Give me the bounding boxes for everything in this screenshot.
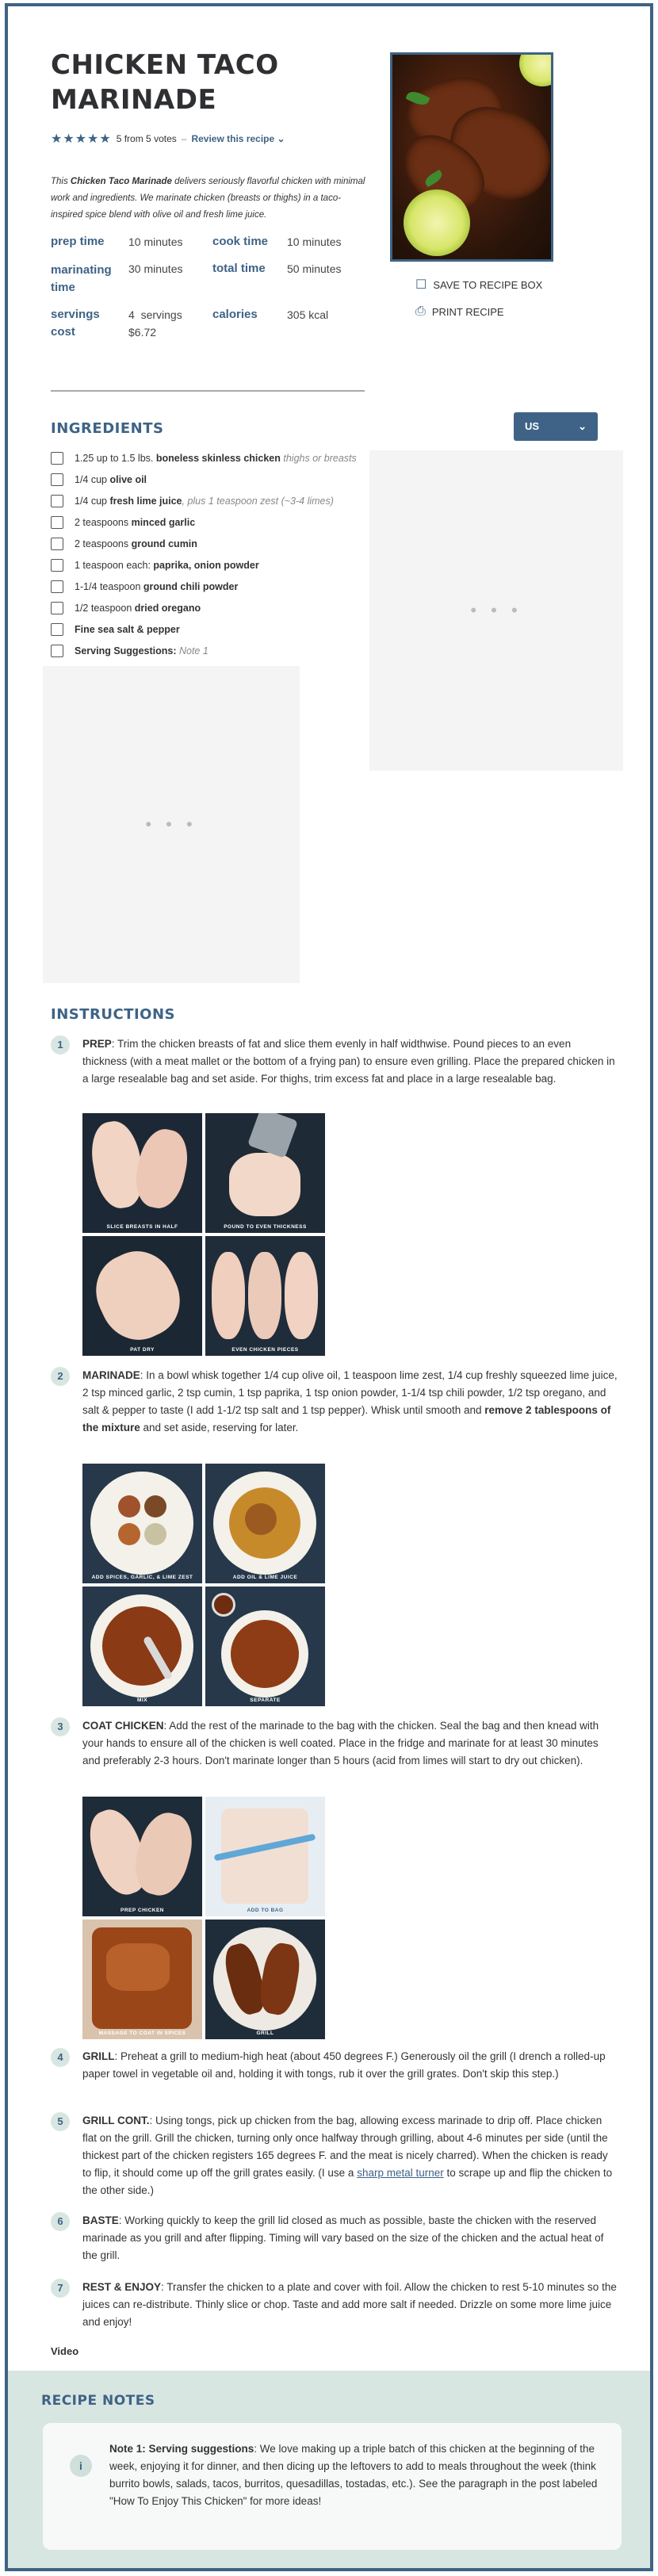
step-text bbox=[82, 2112, 618, 2199]
photo-caption: GRILL bbox=[256, 2031, 274, 2036]
step-2-photo-grid bbox=[82, 1464, 325, 1706]
step-number: 2 bbox=[51, 1367, 70, 1386]
rating-separator: – bbox=[181, 133, 187, 144]
ingredient-amount: 2 teaspoons bbox=[75, 517, 132, 528]
cost-label: cost bbox=[51, 325, 75, 339]
ingredient-name: olive oil bbox=[109, 474, 147, 485]
step-text bbox=[82, 1367, 618, 1437]
step-photo bbox=[82, 1587, 202, 1706]
step-lead: MARINADE bbox=[82, 1369, 140, 1381]
prep-time-value: 10 minutes bbox=[128, 235, 183, 248]
step-3-photo-grid bbox=[82, 1797, 325, 2039]
ingredient-item bbox=[51, 515, 195, 530]
note-lead: Note 1: Serving suggestions bbox=[109, 2443, 254, 2455]
photo-caption: ADD OIL & LIME JUICE bbox=[232, 1575, 298, 1580]
step-body: : Working quickly to keep the grill lid closed as much as possible, baste the chicken with the reserved marinade as you grill and after flipping. Timing will vary based on the size of the chicken and the actual heat of the grill. bbox=[82, 2214, 604, 2261]
ingredient-amount: 1/4 cup bbox=[75, 474, 110, 485]
ingredient-amount: 2 teaspoons bbox=[75, 538, 132, 549]
ingredient-checkbox[interactable] bbox=[51, 538, 63, 550]
step-text bbox=[82, 1035, 618, 1088]
ingredient-name: dried oregano bbox=[134, 603, 201, 614]
ingredient-checkbox[interactable] bbox=[51, 645, 63, 657]
ad-placeholder-dots: • • • bbox=[470, 600, 522, 620]
marinating-time-label: marinating time bbox=[51, 263, 112, 294]
ingredient-amount: 1/4 cup bbox=[75, 496, 110, 507]
ingredient-name: ground cumin bbox=[131, 538, 197, 549]
total-time-value: 50 minutes bbox=[287, 262, 342, 275]
recipe-card bbox=[5, 3, 653, 2571]
ingredient-name: paprika, onion powder bbox=[153, 560, 259, 571]
step-body: : Preheat a grill to medium-high heat (about 450 degrees F.) Generously oil the grill (I drench a rolled-up paper towel in vegetable oil and, holding it with tongs, rub it over the grill grates. Don't skip this step.) bbox=[82, 2050, 606, 2080]
ingredients-heading: INGREDIENTS bbox=[51, 420, 164, 437]
ingredient-checkbox[interactable] bbox=[51, 559, 63, 572]
step-number: 4 bbox=[51, 2048, 70, 2067]
step-photo bbox=[205, 1113, 325, 1233]
ingredient-item bbox=[51, 600, 201, 616]
summary-bold: Chicken Taco Marinade bbox=[70, 177, 172, 186]
header-divider bbox=[51, 390, 365, 392]
step-photo bbox=[82, 1797, 202, 1916]
step-text bbox=[82, 2048, 618, 2083]
step-lead: COAT CHICKEN bbox=[82, 1720, 164, 1732]
rating-row bbox=[51, 132, 285, 146]
ingredient-amount: 1.25 up to 1.5 lbs. bbox=[75, 453, 156, 464]
ingredient-checkbox[interactable] bbox=[51, 473, 63, 486]
step-number: 1 bbox=[51, 1035, 70, 1055]
step-body-2: and set aside, reserving for later. bbox=[140, 1422, 299, 1433]
summary-pre: This bbox=[51, 177, 71, 186]
save-label: SAVE TO RECIPE BOX bbox=[433, 278, 543, 291]
ingredient-amount: 1-1/4 teaspoon bbox=[75, 581, 143, 592]
step-text bbox=[82, 2212, 618, 2264]
ingredient-amount: 1 teaspoon each: bbox=[75, 560, 154, 571]
step-number: 6 bbox=[51, 2212, 70, 2231]
step-photo bbox=[205, 1797, 325, 1916]
summary-post: delivers seriously flavorful chicken with minimal work and ingredients. We marinate chicken (breasts or thighs) in a taco-inspired spice blend with olive oil and fresh lime juice. bbox=[51, 177, 365, 220]
ingredient-item bbox=[51, 579, 238, 595]
step-body-2: to scrape up and flip the chicken to the other side.) bbox=[82, 2167, 613, 2196]
ingredient-item bbox=[51, 450, 357, 466]
ingredient-name: fresh lime juice bbox=[109, 496, 182, 507]
ingredient-item bbox=[51, 536, 197, 552]
cook-time-label: cook time bbox=[212, 235, 269, 248]
prep-time-label: prep time bbox=[51, 235, 105, 248]
photo-caption: ADD SPICES, GARLIC, & LIME ZEST bbox=[91, 1575, 193, 1580]
photo-caption: PAT DRY bbox=[130, 1347, 155, 1353]
note-text bbox=[109, 2440, 601, 2510]
ingredient-name: Fine sea salt & pepper bbox=[75, 624, 180, 635]
step-lead: GRILL bbox=[82, 2050, 115, 2062]
ingredient-name: ground chili powder bbox=[143, 581, 239, 592]
step-photo bbox=[205, 1587, 325, 1706]
step-text bbox=[82, 2279, 618, 2331]
step-photo bbox=[205, 1464, 325, 1583]
step-bold: remove 2 tablespoons of the mixture bbox=[82, 1404, 611, 1433]
ingredient-checkbox[interactable] bbox=[51, 623, 63, 636]
rating-text: 5 from 5 votes bbox=[116, 133, 177, 144]
ingredient-checkbox[interactable] bbox=[51, 580, 63, 593]
ingredient-checkbox[interactable] bbox=[51, 495, 63, 507]
step-body: : Using tongs, pick up chicken from the bag, allowing excess marinade to drip off. Place chicken flat on the grill. Grill the chicken, turning only once halfway through grilling, about 4-6 minutes per side (until the thickest part of the chicken registers 165 degrees F. and the meat is nicely charred). When the chicken is ready to flip, it should come up off the grill grates easily. (I use a bbox=[82, 2115, 608, 2179]
photo-caption: MIX bbox=[136, 1698, 148, 1703]
info-icon: i bbox=[70, 2455, 92, 2477]
step-body: : Trim the chicken breasts of fat and slice them evenly in half widthwise. Pound pieces to an even thickness (with a meat mallet or the bottom of a frying pan) to ensure even grilling. Place the prepared chicken in a large resealable bag and set aside. For thighs, trim excess fat and place in a large resealable bag. bbox=[82, 1038, 615, 1085]
ingredient-name: minced garlic bbox=[131, 517, 196, 528]
photo-caption: MASSAGE TO COAT IN SPICES bbox=[98, 2031, 186, 2036]
step-photo bbox=[205, 1236, 325, 1356]
ingredient-item bbox=[51, 472, 147, 488]
cost-value: $6.72 bbox=[128, 326, 157, 339]
unit-select[interactable] bbox=[514, 412, 598, 441]
photo-caption: PREP CHICKEN bbox=[120, 1908, 164, 1913]
step-photo bbox=[82, 1236, 202, 1356]
ad-placeholder-dots-2: • • • bbox=[145, 814, 197, 834]
ingredient-item bbox=[51, 557, 259, 573]
print-recipe-button[interactable] bbox=[415, 304, 504, 319]
step-number: 7 bbox=[51, 2279, 70, 2298]
review-link[interactable]: Review this recipe ⌄ bbox=[191, 133, 285, 144]
step-body: : Add the rest of the marinade to the bag with the chicken. Seal the bag and then knead with your hands to ensure all of the chicken is well coated. Place in the fridge and marinate for at least 30 minutes and preferably 2-3 hours. Don't marinate longer than 5 hours (acid from limes will start to dry out chicken). bbox=[82, 1720, 599, 1766]
ingredient-checkbox[interactable] bbox=[51, 602, 63, 614]
step-photo bbox=[205, 1920, 325, 2039]
step-body: : Transfer the chicken to a plate and cover with foil. Allow the chicken to rest 5-10 minutes so the juices can re-distribute. Thinly slice or chop. Taste and add more salt if needed. Drizzle on some more lime juice and enjoy! bbox=[82, 2281, 617, 2328]
note-body: : We love making up a triple batch of this chicken at the beginning of the week, enjoying it for dinner, and then dicing up the leftovers to add to meals throughout the week (think burrito bowls, salads, tacos, burritos, quesadillas, tostadas, etc.). See the paragraph in the post labeled "How To Enjoy This Chicken" for more ideas! bbox=[109, 2443, 598, 2507]
step-photo bbox=[82, 1464, 202, 1583]
marinating-time-value: 30 minutes bbox=[128, 262, 183, 275]
step-photo bbox=[82, 1920, 202, 2039]
photo-caption: POUND TO EVEN THICKNESS bbox=[224, 1224, 307, 1230]
servings-value[interactable]: 4 servings bbox=[128, 308, 182, 321]
save-to-recipe-box-button[interactable] bbox=[415, 277, 542, 293]
ingredient-note: , plus 1 teaspoon zest (~3-4 limes) bbox=[182, 496, 334, 507]
recipe-notes-section bbox=[8, 2371, 650, 2571]
instructions-heading: INSTRUCTIONS bbox=[51, 1006, 175, 1023]
step-body: : In a bowl whisk together 1/4 cup olive oil, 1 teaspoon lime zest, 1/4 cup freshly squeezed lime juice, 2 tsp minced garlic, 2 tsp cumin, 1 tsp paprika, 1 tsp onion powder, 1-1/4 tsp chili powder, 1/2 tsp oregano, and salt & pepper to taste (I add 1-1/2 tsp salt and 1 tsp pepper). Whisk until smooth and bbox=[82, 1369, 618, 1416]
chevron-down-icon: ⌄ bbox=[578, 420, 587, 432]
step-text bbox=[82, 1717, 618, 1770]
ingredient-note: Note 1 bbox=[176, 645, 208, 656]
recipe-title: CHICKEN TACO MARINADE bbox=[51, 49, 279, 116]
photo-caption: ADD TO BAG bbox=[247, 1908, 284, 1913]
unit-select-value: US bbox=[525, 420, 540, 432]
total-time-label: total time bbox=[212, 262, 266, 275]
cook-time-value: 10 minutes bbox=[287, 235, 342, 248]
step-lead: REST & ENJOY bbox=[82, 2281, 162, 2293]
star-rating-icon[interactable]: ★★★★★ bbox=[51, 132, 112, 146]
calories-value: 305 kcal bbox=[287, 308, 329, 321]
servings-label: servings bbox=[51, 308, 100, 321]
ingredient-checkbox[interactable] bbox=[51, 452, 63, 465]
ingredient-item bbox=[51, 493, 334, 509]
ingredient-name: Serving Suggestions: bbox=[75, 645, 177, 656]
step-lead: PREP bbox=[82, 1038, 112, 1050]
ad-placeholder bbox=[369, 450, 623, 771]
ingredient-item bbox=[51, 643, 208, 659]
ingredient-note: thighs or breasts bbox=[280, 453, 357, 464]
note-card bbox=[43, 2423, 622, 2550]
ingredient-item bbox=[51, 622, 180, 637]
photo-caption: EVEN CHICKEN PIECES bbox=[231, 1347, 299, 1353]
ingredient-name: boneless skinless chicken bbox=[155, 453, 281, 464]
step-number: 5 bbox=[51, 2112, 70, 2131]
step-lead: BASTE bbox=[82, 2214, 119, 2226]
photo-caption: SLICE BREASTS IN HALF bbox=[106, 1224, 178, 1230]
recipe-notes-heading: RECIPE NOTES bbox=[41, 2393, 155, 2409]
recipe-hero-image bbox=[390, 52, 553, 262]
printer-icon: ⎙ bbox=[415, 304, 426, 318]
calories-label: calories bbox=[212, 308, 258, 321]
step-lead: GRILL CONT. bbox=[82, 2115, 150, 2126]
bookmark-icon: ☐ bbox=[415, 278, 427, 292]
step-photo bbox=[82, 1113, 202, 1233]
print-label: PRINT RECIPE bbox=[431, 305, 504, 318]
ingredient-amount: 1/2 teaspoon bbox=[75, 603, 135, 614]
step-1-photo-grid bbox=[82, 1113, 325, 1356]
photo-caption: SEPARATE bbox=[250, 1698, 281, 1703]
recipe-summary bbox=[51, 174, 368, 224]
ingredient-checkbox[interactable] bbox=[51, 516, 63, 529]
ad-placeholder-2 bbox=[43, 666, 300, 983]
video-label: Video bbox=[51, 2345, 79, 2357]
sharp-metal-turner-link[interactable]: sharp metal turner bbox=[357, 2167, 444, 2179]
step-number: 3 bbox=[51, 1717, 70, 1736]
